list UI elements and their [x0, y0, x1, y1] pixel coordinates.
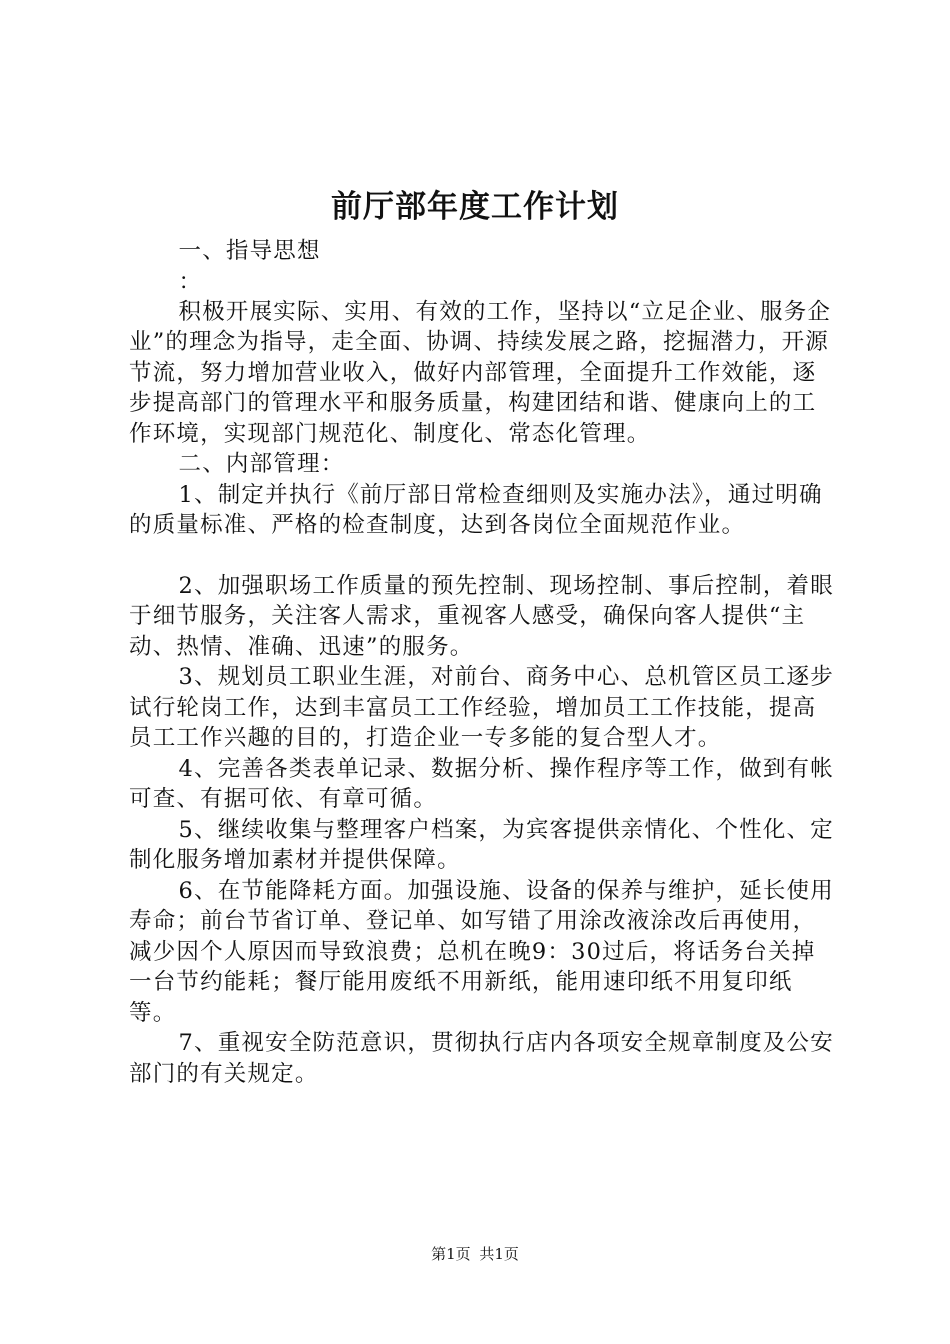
paragraph-item-7: 7、重视安全防范意识，贯彻执行店内各项安全规章制度及公安部门的有关规定。	[129, 1030, 834, 1087]
stray-colon: ：	[178, 268, 203, 295]
paragraph-guiding-thought: 积极开展实际、实用、有效的工作，坚持以“立足企业、服务企业”的理念为指导，走全面、协调、持续发展之路，挖掘潜力，开源节流，努力增加营业收入，做好内部管理，全面提升工作效能，逐步提高部门的管理水平和服务质量，构建团结和谐、健康向上的工作环境，实现部门规范化、制度化、常态化管理。	[129, 298, 832, 447]
section-heading-guiding-thought: 一、指导思想	[178, 238, 321, 264]
document-title: 前厅部年度工作计划	[331, 189, 619, 225]
paragraph-item-2: 2、加强职场工作质量的预先控制、现场控制、事后控制，着眼于细节服务，关注客人需求，重视客人感受，确保向客人提供“主动、热情、准确、迅速”的服务。	[129, 572, 834, 660]
document-body	[129, 236, 839, 1089]
paragraph-item-4: 4、完善各类表单记录、数据分析、操作程序等工作，做到有帐可查、有据可依、有章可循。	[129, 755, 834, 812]
paragraph-item-6: 6、在节能降耗方面。加强设施、设备的保养与维护，延长使用寿命；前台节省订单、登记单、如写错了用涂改液涂改后再使用，减少因个人原因而导致浪费；总机在晚9：30过后，将话务台关掉一台节约能耗；餐厅能用废纸不用新纸，能用速印纸不用复印纸等。	[129, 877, 834, 1026]
page-number: 第1页	[431, 1245, 471, 1263]
section-heading-internal-management: 二、内部管理：	[178, 451, 345, 477]
paragraph-item-1: 1、制定并执行《前厅部日常检查细则及实施办法》，通过明确的质量标准、严格的检查制度，达到各岗位全面规范作业。	[129, 481, 823, 538]
page-footer	[0, 1243, 950, 1265]
page-total: 共1页	[479, 1245, 519, 1263]
paragraph-item-5: 5、继续收集与整理客户档案，为宾客提供亲情化、个性化、定制化服务增加素材并提供保障。	[129, 816, 834, 873]
paragraph-item-3: 3、规划员工职业生涯，对前台、商务中心、总机管区员工逐步试行轮岗工作，达到丰富员工工作经验，增加员工工作技能，提高员工工作兴趣的目的，打造企业一专多能的复合型人才。	[129, 664, 834, 751]
